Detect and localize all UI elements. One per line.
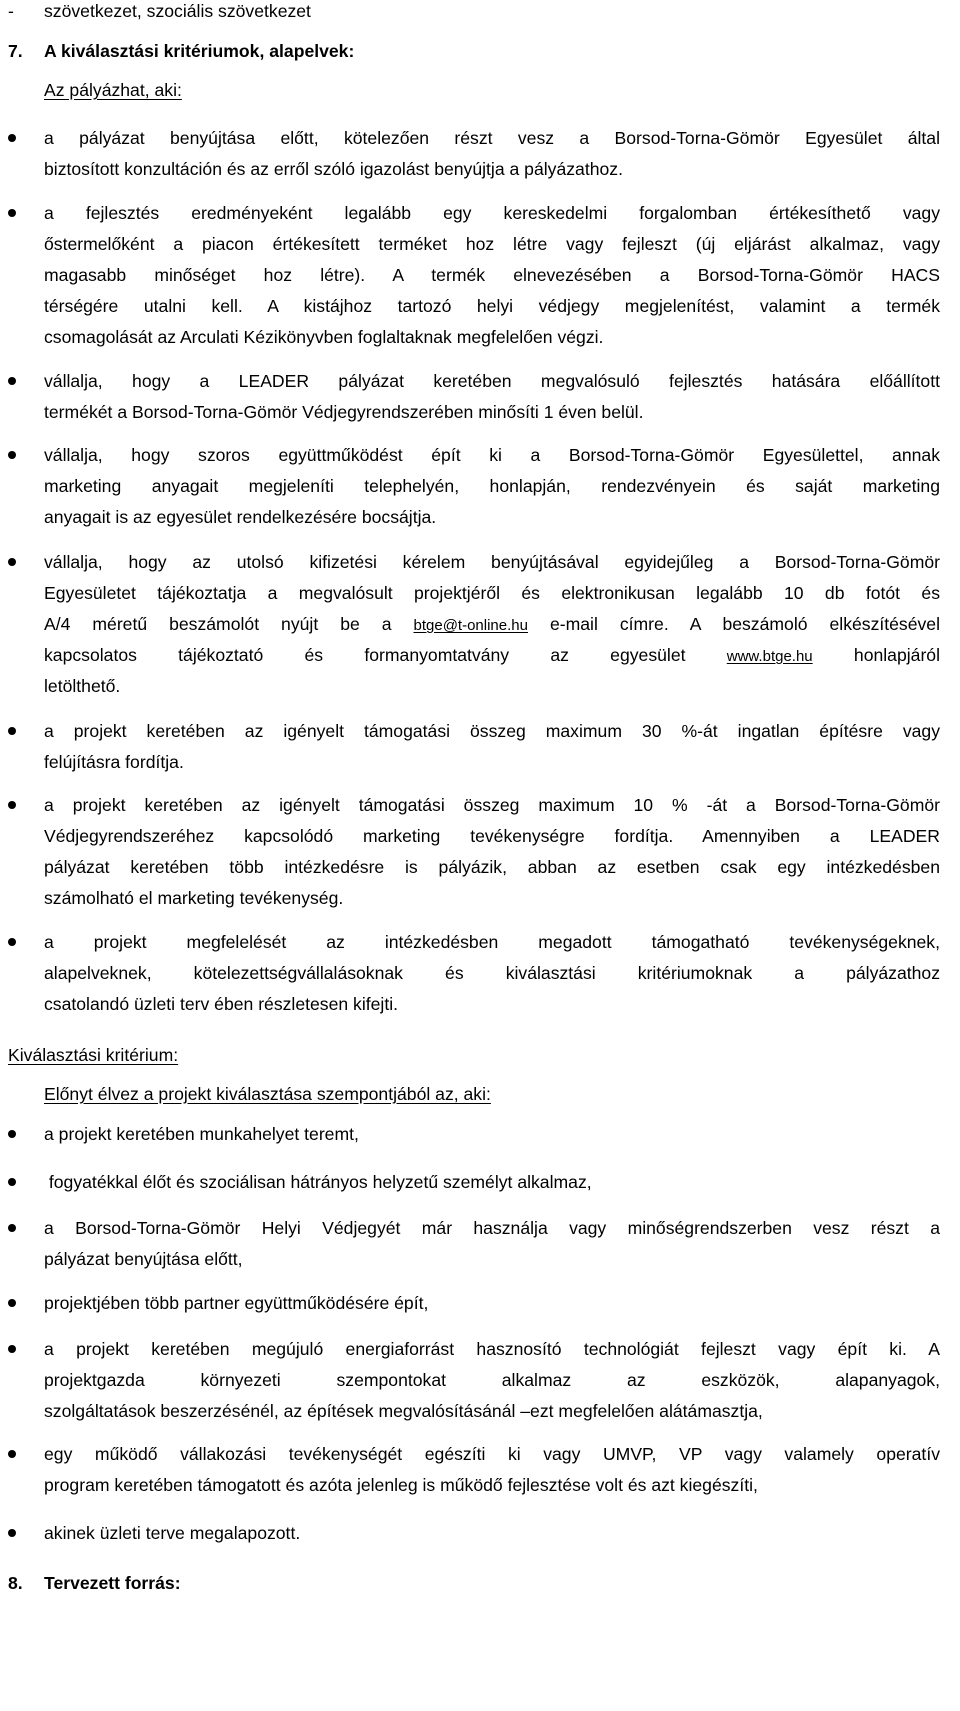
list-item-line: szolgáltatások beszerzésénél, az építések megvalósításánál –ezt megfelelően alátámasztja, (44, 1401, 763, 1421)
list-item (44, 720, 940, 782)
website-link[interactable]: www.btge.hu (726, 648, 813, 665)
section-7-subhead: Az pályázhat, aki: (44, 80, 182, 100)
list-item-line: Védjegyrendszeréhez kapcsolódó marketing tevékenységre fordítja. Amennyiben a LEADER (44, 826, 940, 846)
list-item-line: vállalja, hogy az utolsó kifizetési kérelem benyújtásával egyidejűleg a Borsod-Torna-Gömör (44, 552, 940, 572)
section-8-title: Tervezett forrás: (44, 1573, 181, 1593)
criteria-subhead: Előnyt élvez a projekt kiválasztása szempontjából az, aki: (44, 1084, 491, 1104)
list-item-line: számolható el marketing tevékenység. (44, 888, 344, 908)
bullet-icon (8, 1299, 16, 1307)
list-item (44, 1338, 940, 1431)
list-item (44, 931, 940, 1024)
list-item (44, 1217, 940, 1279)
list-item-line: vállalja, hogy a LEADER pályázat keretében megvalósuló fejlesztés hatására előállított (44, 371, 940, 391)
list-item-line: a pályázat benyújtása előtt, kötelezően részt vesz a Borsod-Torna-Gömör Egyesület által (44, 128, 940, 148)
intro-text: szövetkezet, szociális szövetkezet (44, 1, 311, 21)
list-item-line: a projekt megfelelését az intézkedésben megadott támogatható tevékenységeknek, (44, 932, 940, 952)
list-item (44, 1443, 940, 1505)
bullet-icon (8, 727, 16, 735)
text-fragment: honlapjáról (812, 645, 940, 665)
dash-marker: - (8, 1, 14, 21)
list-item-line: alapelveknek, kötelezettségvállalásoknak és kiválasztási kritériumoknak a pályázathoz (44, 963, 940, 983)
list-item-line: pályázat benyújtása előtt, (44, 1249, 243, 1269)
list-item-line: Egyesületet tájékoztatja a megvalósult projektjéről és elektronikusan legalább 10 db fotót és (44, 583, 940, 603)
text-fragment: kapcsolatos tájékoztató és formanyomtatvány az egyesület (44, 645, 727, 665)
list-item (44, 551, 940, 706)
bullet-icon (8, 1345, 16, 1353)
list-item-line: a projekt keretében munkahelyet teremt, (44, 1124, 359, 1144)
list-item (44, 202, 940, 357)
email-link[interactable]: btge@t-online.hu (413, 617, 528, 634)
list-item-line: vállalja, hogy szoros együttműködést épít ki a Borsod-Torna-Gömör Egyesülettel, annak (44, 445, 940, 465)
list-item (44, 444, 940, 537)
list-item-line: csatolandó üzleti terv ében részletesen kifejti. (44, 994, 399, 1014)
list-item-line: marketing anyagait megjeleníti telephelyén, honlapján, rendezvényein és saját marketing (44, 476, 940, 496)
list-item-line: őstermelőként a piacon értékesített terméket hoz létre vagy fejleszt (új eljárást alkalmaz, vagy (44, 234, 940, 254)
bullet-icon (8, 451, 16, 459)
list-item-line: egy működő vállakozási tevékenységét egészíti ki vagy UMVP, VP vagy valamely operatív (44, 1444, 940, 1464)
list-item-line: fogyatékkal élőt és szociálisan hátrányos helyzetű személyt alkalmaz, (44, 1172, 592, 1192)
text-fragment: A/4 méretű beszámolót nyújt be a (44, 614, 414, 634)
bullet-icon (8, 801, 16, 809)
list-item (44, 1292, 940, 1323)
list-item (44, 1171, 940, 1202)
list-item-line: magasabb minőséget hoz létre). A termék elnevezésében a Borsod-Torna-Gömör HACS (44, 265, 940, 285)
list-item-line: anyagait is az egyesület rendelkezésére bocsájtja. (44, 507, 437, 527)
bullet-icon (8, 1224, 16, 1232)
section-7-title: A kiválasztási kritériumok, alapelvek: (44, 41, 355, 61)
list-item (44, 1522, 940, 1553)
bullet-icon (8, 1450, 16, 1458)
list-item (44, 127, 940, 189)
list-item-line: a Borsod-Torna-Gömör Helyi Védjegyét már használja vagy minőségrendszerben vesz részt a (44, 1218, 940, 1238)
list-item-line: projektjében több partner együttműködésére épít, (44, 1293, 429, 1313)
bullet-icon (8, 1130, 16, 1138)
list-item-line: biztosított konzultáción és az erről szóló igazolást benyújtja a pályázathoz. (44, 159, 623, 179)
list-item-line: a projekt keretében megújuló energiaforrást hasznosító technológiát fejleszt vagy épít ki. A (44, 1339, 940, 1359)
list-item-line (44, 613, 940, 644)
criteria-heading: Kiválasztási kritérium: (8, 1045, 179, 1065)
list-item-line: felújításra fordítja. (44, 752, 184, 772)
list-item-line (44, 644, 940, 675)
list-item-line: program keretében támogatott és azóta jelenleg is működő fejlesztése volt és azt kiegészíti, (44, 1475, 758, 1495)
bullet-icon (8, 209, 16, 217)
bullet-icon (8, 1529, 16, 1537)
bullet-icon (8, 938, 16, 946)
list-item-line: letölthető. (44, 676, 121, 696)
bullet-icon (8, 377, 16, 385)
list-item (44, 794, 940, 918)
bullet-icon (8, 134, 16, 142)
text-fragment: e-mail címre. A beszámoló elkészítésével (527, 614, 941, 634)
bullet-icon (8, 1178, 16, 1186)
section-7-number: 7. (8, 41, 23, 61)
list-item (44, 370, 940, 432)
list-item-line: a projekt keretében az igényelt támogatási összeg maximum 30 %-át ingatlan építésre vagy (44, 721, 940, 741)
list-item-line: pályázat keretében több intézkedésre is pályázik, abban az esetben csak egy intézkedésben (44, 857, 940, 877)
list-item-line: a projekt keretében az igényelt támogatási összeg maximum 10 % -át a Borsod-Torna-Gömör (44, 795, 940, 815)
bullet-icon (8, 558, 16, 566)
list-item-line: termékét a Borsod-Torna-Gömör Védjegyrendszerében minősíti 1 éven belül. (44, 402, 644, 422)
list-item-line: csomagolását az Arculati Kézikönyvben foglaltaknak megfelelően végzi. (44, 327, 604, 347)
list-item (44, 1123, 940, 1154)
list-item-line: a fejlesztés eredményeként legalább egy kereskedelmi forgalomban értékesíthető vagy (44, 203, 940, 223)
section-8-number: 8. (8, 1573, 23, 1593)
list-item-line: akinek üzleti terve megalapozott. (44, 1523, 301, 1543)
list-item-line: projektgazda környezeti szempontokat alkalmaz az eszközök, alapanyagok, (44, 1370, 940, 1390)
list-item-line: térségére utalni kell. A kistájhoz tartozó helyi védjegy megjelenítést, valamint a termék (44, 296, 940, 316)
